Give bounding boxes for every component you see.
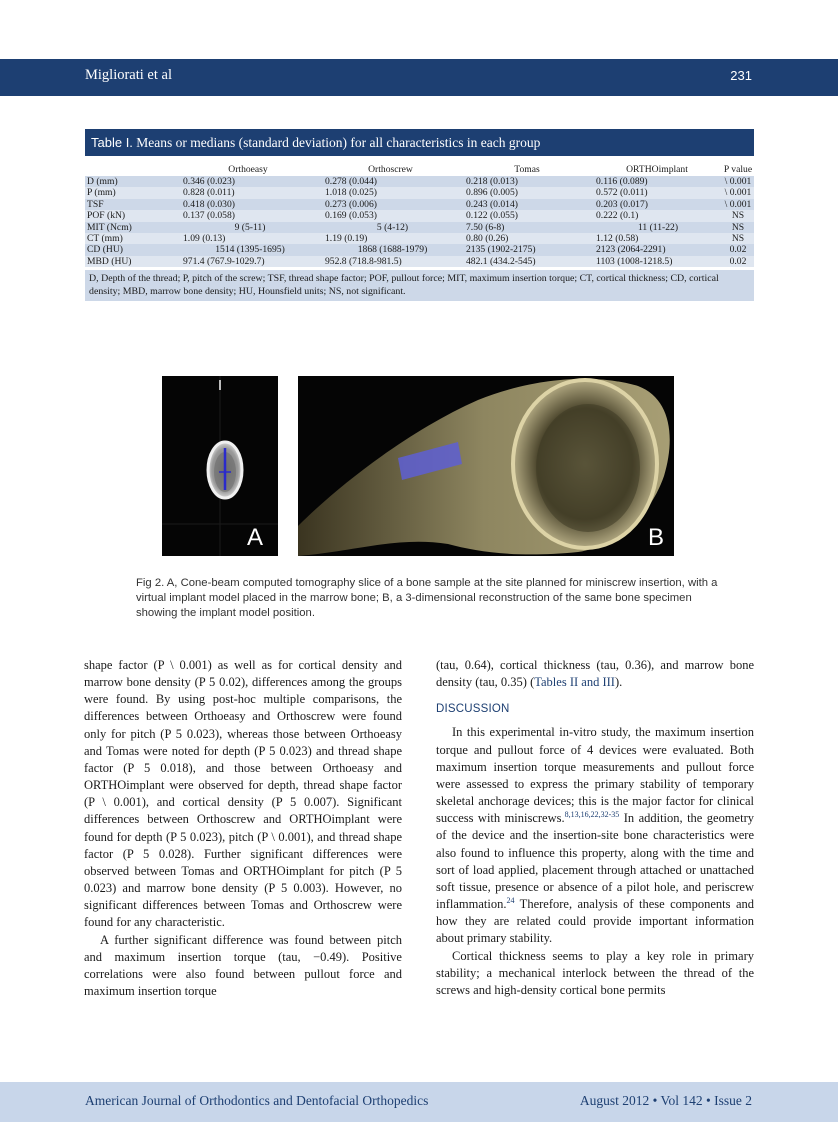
- table-cell: 11 (11-22): [637, 221, 679, 233]
- panel-a-label: A: [247, 524, 264, 551]
- table-cell: NS: [731, 233, 745, 245]
- paragraph: [436, 657, 754, 691]
- table-cell: 2135 (1902-2175): [466, 244, 536, 256]
- journal-name: American Journal of Orthodontics and Dentofacial Orthopedics: [85, 1093, 429, 1108]
- text-column-left: [84, 657, 402, 1000]
- table-row: [85, 199, 754, 210]
- table-cell: 0.02: [729, 244, 747, 256]
- table-cell: 971.4 (767.9-1029.7): [183, 255, 265, 267]
- bone-3d-reconstruction-image: [298, 376, 674, 556]
- page-number: 231: [730, 68, 752, 83]
- table-cell: 0.137 (0.058): [183, 210, 235, 222]
- table-cell: CT (mm): [87, 233, 123, 245]
- table-col-header: P value: [723, 163, 753, 175]
- table-cell: 0.80 (0.26): [466, 233, 509, 245]
- table-cell: 1.09 (0.13): [183, 233, 226, 245]
- table-cell: 952.8 (718.8-981.5): [325, 255, 402, 267]
- table-cell: NS: [731, 210, 745, 222]
- table-cell: 0.278 (0.044): [325, 176, 377, 187]
- table-cell: 7.50 (6-8): [466, 221, 505, 233]
- table-cell: 0.418 (0.030): [183, 198, 235, 210]
- table-cell: TSF: [87, 198, 104, 210]
- figure-panel-a: [162, 376, 278, 556]
- section-heading: DISCUSSION: [436, 703, 510, 716]
- issue-info: August 2012 • Vol 142 • Issue 2: [579, 1093, 752, 1108]
- table-cell: 0.828 (0.011): [183, 187, 235, 199]
- table-cell: MBD (HU): [87, 255, 132, 267]
- paragraph-text: Therefore, analysis of these components and how they are related could provide important information about primary stability.: [436, 897, 754, 946]
- running-header: [0, 59, 838, 96]
- table-cell: P (mm): [87, 187, 116, 199]
- table-cell: POF (kN): [87, 210, 126, 222]
- table-row: [85, 176, 754, 187]
- text-column-right: [436, 657, 754, 999]
- table-footnote: D, Depth of the thread; P, pitch of the screw; TSF, thread shape factor; POF, pullout force; MIT, maximum insertion torque; CT, cortical thickness; CD, cortical density; MBD, marrow bone density; HU, Hounsfield units; NS, not significant.: [85, 270, 754, 301]
- table-row: [85, 233, 754, 244]
- table-cell: 1.19 (0.19): [325, 233, 368, 245]
- table-cell: 2123 (2064-2291): [596, 244, 666, 256]
- table-row: [85, 256, 754, 267]
- table-cell: 0.169 (0.053): [325, 210, 377, 222]
- figure-caption: Fig 2. A, Cone-beam computed tomography slice of a bone sample at the site planned for miniscrew insertion, with a virtual implant model placed in the marrow bone; B, a 3-dimensional reconstruction of the same bone specimen showing the implant model position.: [136, 577, 718, 619]
- table-cell: 0.122 (0.055): [466, 210, 518, 222]
- paragraph-text: In addition, the geometry of the device and the insertion-site bone characteristics were also found to influence this property, along with the time and sort of load applied, placement through attached or unattached soft tissue, presence or absence of a pilot hole, and periscrew inflammation.: [436, 811, 754, 912]
- paragraph: Cortical thickness seems to play a key role in primary stability; a mechanical interlock between the thread of the screws and high-density cortical bone permits: [436, 948, 754, 997]
- table-cell: 1.12 (0.58): [596, 233, 639, 245]
- table-title: Means or medians (standard deviation) for all characteristics in each group: [136, 135, 541, 150]
- table-col-header: Tomas: [514, 163, 540, 175]
- table-cell: 0.243 (0.014): [466, 198, 518, 210]
- table-row: [85, 222, 754, 233]
- table-data: [85, 162, 754, 267]
- table-cell: 1868 (1688-1979): [357, 244, 428, 256]
- table-col-header: Orthoscrew: [368, 163, 413, 175]
- paragraph: shape factor (P \ 0.001) as well as for cortical density and marrow bone density (P 5 0.02), differences among the groups were found. By using post-hoc multiple comparisons, the differences between Orthoeasy and Orthoscrew were found only for pitch (P 5 0.023), whereas those between Orthoeasy and Tomas were noted for depth (P 5 0.023) and thread shape factor (P 5 0.018), and those between Orthoeasy and ORTHOimplant were observed for depth, thread shape factor (P \ 0.001), and cortical density (P 5 0.007). Significant differences between Orthoscrew and ORTHOimplant were found for depth (P 5 0.023), pitch (P \ 0.001), and thread shape factor (P 5 0.028). Further significant differences were observed between Tomas and ORTHOimplant for pitch (P 5 0.023) and marrow bone density (P 5 0.003). However, no significant differences between Tomas and Orthoscrew were found for any characteristic.: [84, 658, 402, 930]
- table-caption: [85, 129, 754, 156]
- table-1: [85, 129, 754, 301]
- table-cell: CD (HU): [87, 244, 123, 256]
- table-cell: 0.572 (0.011): [596, 187, 648, 199]
- table-cell: 0.02: [729, 255, 747, 267]
- table-label: Table I.: [91, 135, 133, 150]
- paragraph-text: In this experimental in-vitro study, the maximum insertion torque and pullout force of 4 devices were evaluated. Both maximum insertion torque measurements and pullout force were assessed to express the primary stability of temporary skeletal anchorage devices; this is the major factor for clinical success with miniscrews.: [436, 725, 754, 826]
- table-cell: MIT (Ncm): [87, 221, 132, 233]
- table-cell: \ 0.001: [724, 198, 752, 210]
- paragraph: A further significant difference was found between pitch and maximum insertion torque (tau, −0.49). Positive correlations were also found between pullout force and maximum insertion torque: [84, 932, 402, 998]
- table-cell: 1514 (1395-1695): [215, 244, 285, 256]
- table-cell: 0.346 (0.023): [183, 176, 235, 187]
- table-cell: 0.203 (0.017): [596, 198, 648, 210]
- table-cell: 0.222 (0.1): [596, 210, 639, 222]
- table-col-header: [85, 162, 177, 176]
- paragraph-text: (tau, 0.64), cortical thickness (tau, 0.36), and marrow bone density (tau, 0.35) (: [436, 658, 754, 690]
- panel-b-label: B: [648, 524, 665, 551]
- paragraph: [436, 724, 754, 947]
- table-row: [85, 244, 754, 255]
- table-cell: NS: [731, 221, 745, 233]
- table-cell: \ 0.001: [724, 176, 752, 187]
- running-head-authors: Migliorati et al: [85, 67, 172, 83]
- table-cell: D (mm): [87, 176, 118, 187]
- table-row: [85, 187, 754, 198]
- table-cell: 0.218 (0.013): [466, 176, 518, 187]
- citation-link[interactable]: 24: [506, 895, 515, 905]
- table-header-row: [85, 162, 754, 176]
- table-cell: 0.273 (0.006): [325, 198, 377, 210]
- table-row: [85, 210, 754, 221]
- table-cell: 9 (5-11): [234, 221, 266, 233]
- table-col-header: ORTHOimplant: [626, 163, 688, 175]
- table-cell: 1.018 (0.025): [325, 187, 377, 199]
- table-cell: 1103 (1008-1218.5): [596, 255, 673, 267]
- table-cell: 0.896 (0.005): [466, 187, 518, 199]
- figure-panel-b: [298, 376, 674, 556]
- table-cell: 0.116 (0.089): [596, 176, 648, 187]
- table-cell: \ 0.001: [724, 187, 752, 199]
- paragraph-text: ).: [614, 675, 623, 690]
- table-cell: 5 (4-12): [376, 221, 409, 233]
- table-col-header: Orthoeasy: [228, 163, 268, 175]
- running-footer: [0, 1082, 838, 1122]
- table-cell: 482.1 (434.2-545): [466, 255, 536, 267]
- tables-cross-reference-link[interactable]: Tables II and III: [534, 675, 615, 690]
- citation-link[interactable]: 8,13,16,22,32-35: [564, 810, 620, 820]
